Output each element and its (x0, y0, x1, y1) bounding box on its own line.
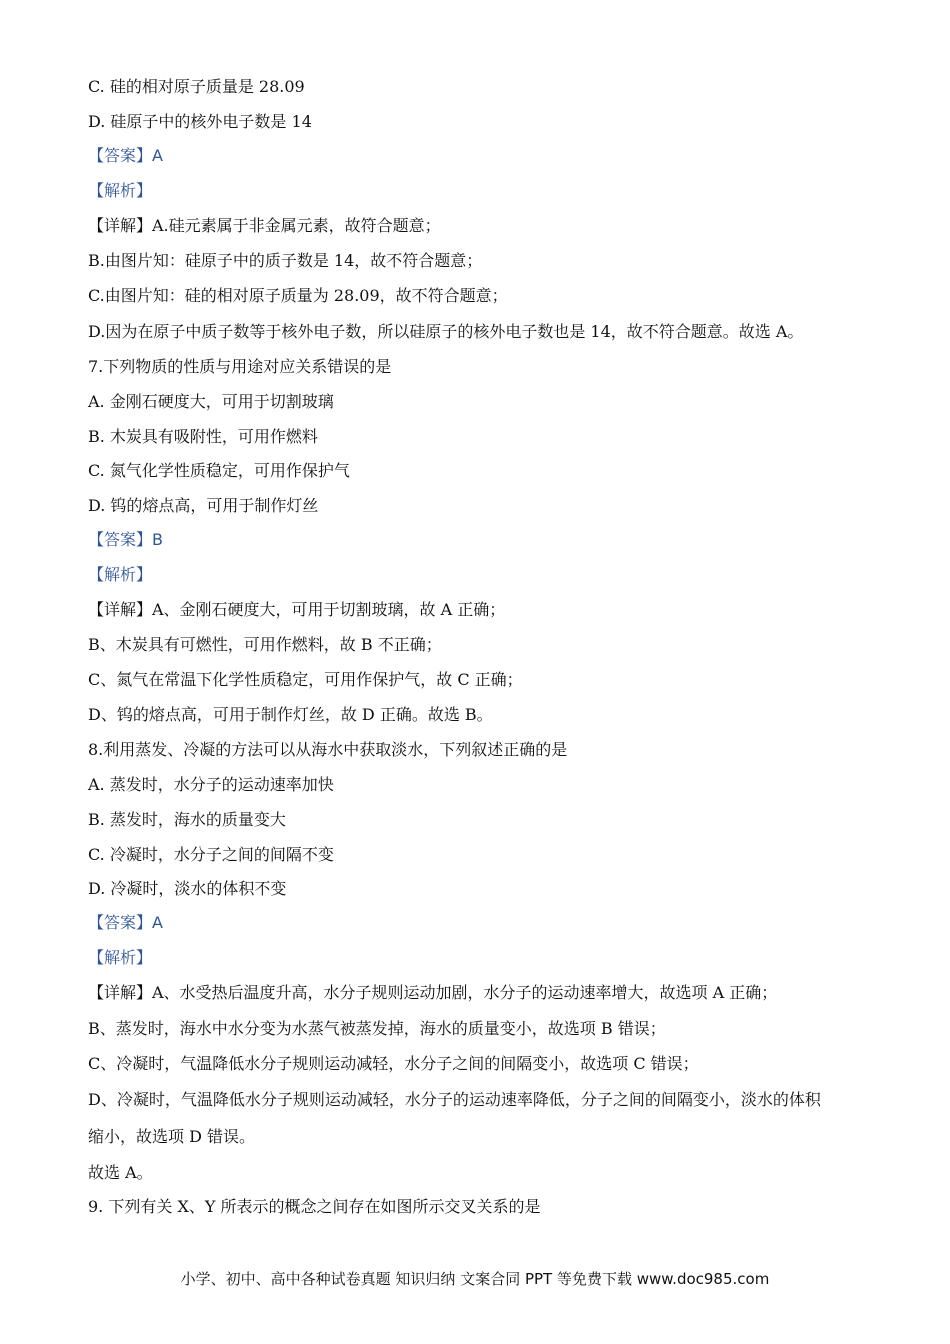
detail-line: C、氮气在常温下化学性质稳定，可用作保护气，故 C 正确； (88, 670, 523, 689)
option-line: A. 蒸发时，水分子的运动速率加快 (88, 775, 334, 794)
conclusion-line: 故选 A。 (88, 1163, 153, 1182)
option-line: A. 金刚石硬度大，可用于切割玻璃 (88, 392, 334, 411)
option-line: C. 硅的相对原子质量是 28.09 (88, 77, 305, 96)
detail-line: 【详解】A.硅元素属于非金属元素，故符合题意； (88, 216, 441, 235)
option-line: D. 硅原子中的核外电子数是 14 (88, 112, 312, 131)
option-line: D. 钨的熔点高，可用于制作灯丝 (88, 496, 319, 515)
detail-line: 缩小，故选项 D 错误。 (88, 1127, 256, 1146)
detail-line: D、钨的熔点高，可用于制作灯丝，故 D 正确。故选 B。 (88, 705, 493, 724)
detail-line: B、蒸发时，海水中水分变为水蒸气被蒸发掉，海水的质量变小，故选项 B 错误； (88, 1019, 666, 1038)
answer-label: 【答案】A (88, 913, 163, 932)
option-line: B. 木炭具有吸附性，可用作燃料 (88, 427, 318, 446)
question-stem: 9. 下列有关 X、Y 所表示的概念之间存在如图所示交叉关系的是 (88, 1197, 541, 1216)
option-line: C. 氮气化学性质稳定，可用作保护气 (88, 461, 350, 480)
detail-line: 【详解】A、金刚石硬度大，可用于切割玻璃，故 A 正确； (88, 600, 506, 619)
detail-line: B.由图片知：硅原子中的质子数是 14，故不符合题意； (88, 251, 483, 270)
question-stem: 8.利用蒸发、冷凝的方法可以从海水中获取淡水，下列叙述正确的是 (88, 740, 568, 759)
detail-line: C、冷凝时，气温降低水分子规则运动减轻，水分子之间的间隔变小，故选项 C 错误； (88, 1054, 699, 1073)
detail-line: 【详解】A、水受热后温度升高，水分子规则运动加剧，水分子的运动速率增大，故选项 A 正确； (88, 983, 778, 1002)
page-footer: 小学、初中、高中各种试卷真题 知识归纳 文案合同 PPT 等免费下载 www.doc985.com (180, 1270, 770, 1288)
detail-line: B、木炭具有可燃性，可用作燃料，故 B 不正确； (88, 635, 442, 654)
option-line: C. 冷凝时，水分子之间的间隔不变 (88, 845, 334, 864)
analysis-label: 【解析】 (88, 565, 153, 584)
option-line: B. 蒸发时，海水的质量变大 (88, 810, 286, 829)
question-stem: 7.下列物质的性质与用途对应关系错误的是 (88, 357, 392, 376)
answer-label: 【答案】A (88, 146, 163, 165)
detail-line: C.由图片知：硅的相对原子质量为 28.09，故不符合题意； (88, 286, 508, 305)
option-line: D. 冷凝时，淡水的体积不变 (88, 879, 287, 898)
detail-line: D.因为在原子中质子数等于核外电子数，所以硅原子的核外电子数也是 14，故不符合题意。故选 A。 (88, 322, 804, 341)
analysis-label: 【解析】 (88, 948, 153, 967)
answer-label: 【答案】B (88, 530, 163, 549)
detail-line: D、冷凝时，气温降低水分子规则运动减轻，水分子的运动速率降低，分子之间的间隔变小，淡水的体积 (88, 1090, 821, 1109)
analysis-label: 【解析】 (88, 181, 153, 200)
